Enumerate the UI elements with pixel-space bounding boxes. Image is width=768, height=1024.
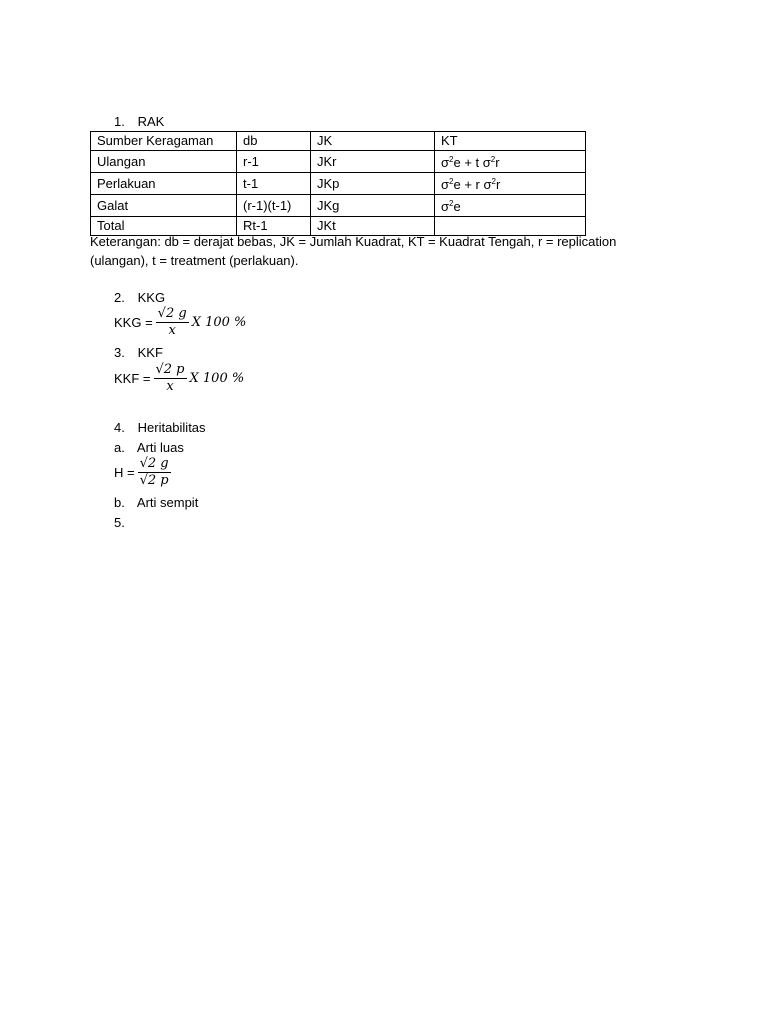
table-cell: db (237, 132, 311, 151)
table-row (91, 195, 586, 217)
formula-lhs: KKF = (114, 371, 151, 386)
formula-numerator: √2 g (139, 456, 169, 471)
table-cell: JKg (311, 195, 435, 217)
table-cell: (r-1)(t-1) (237, 195, 311, 217)
table-cell: KT (435, 132, 586, 151)
list-label: RAK (137, 114, 165, 129)
table-cell: Ulangan (91, 151, 237, 173)
table-cell: Sumber Keragaman (91, 132, 237, 151)
list-label: KKG (137, 290, 166, 305)
table-cell-kt: $\sigma^2e + r$ $\sigma^2r$ (435, 173, 586, 195)
table-cell: Rt-1 (237, 217, 311, 236)
list-item-4a (114, 440, 184, 455)
table-cell: JKp (311, 173, 435, 195)
table-cell: JKt (311, 217, 435, 236)
formula-lhs: KKG = (114, 315, 153, 330)
rak-table (90, 131, 586, 236)
table-cell: Total (91, 217, 237, 236)
table-cell (435, 217, 586, 236)
list-item-1 (114, 114, 164, 129)
list-number: b. (114, 495, 125, 510)
table-header-row (91, 132, 586, 151)
table-cell: t-1 (237, 173, 311, 195)
formula-denominator: x (166, 379, 174, 394)
table-cell-kt: $\sigma^2e + t$ $\sigma^2r$ (435, 151, 586, 173)
table-row (91, 151, 586, 173)
formula-rhs: X 100 % (191, 315, 247, 330)
list-label: Arti sempit (136, 495, 199, 510)
list-number: 3. (114, 345, 125, 360)
list-number: 1. (114, 114, 125, 129)
table-cell-kt: $\sigma^2e$ (435, 195, 586, 217)
table-cell: Perlakuan (91, 173, 237, 195)
formula-lhs: H = (114, 465, 135, 480)
table-row (91, 173, 586, 195)
table-cell: JK (311, 132, 435, 151)
list-number: 2. (114, 290, 125, 305)
list-number: a. (114, 440, 125, 455)
table-cell: Galat (91, 195, 237, 217)
formula-numerator: √2 p (155, 362, 185, 377)
list-item-2 (114, 290, 165, 305)
list-item-5 (114, 515, 134, 530)
formula-fraction (156, 306, 189, 339)
list-item-4 (114, 420, 206, 435)
kkf-formula (114, 362, 244, 395)
list-label: KKF (137, 345, 163, 360)
list-number: 5. (114, 515, 125, 530)
list-label: Arti luas (136, 440, 184, 455)
h-formula (114, 456, 174, 489)
formula-rhs: X 100 % (189, 371, 245, 386)
formula-denominator: x (168, 323, 176, 338)
keterangan-line-2: (ulangan), t = treatment (perlakuan). (90, 253, 299, 268)
list-label: Heritabilitas (137, 420, 206, 435)
keterangan-line-1: Keterangan: db = derajat bebas, JK = Jumlah Kuadrat, KT = Kuadrat Tengah, r = replication (90, 234, 617, 249)
formula-denominator: √2 p (139, 473, 169, 488)
formula-fraction (138, 456, 171, 489)
kkg-formula (114, 306, 246, 339)
table-cell: r-1 (237, 151, 311, 173)
formula-fraction (154, 362, 187, 395)
list-item-3 (114, 345, 163, 360)
table-row (91, 217, 586, 236)
list-item-4b (114, 495, 198, 510)
table-cell: JKr (311, 151, 435, 173)
list-number: 4. (114, 420, 125, 435)
formula-numerator: √2 g (157, 306, 187, 321)
